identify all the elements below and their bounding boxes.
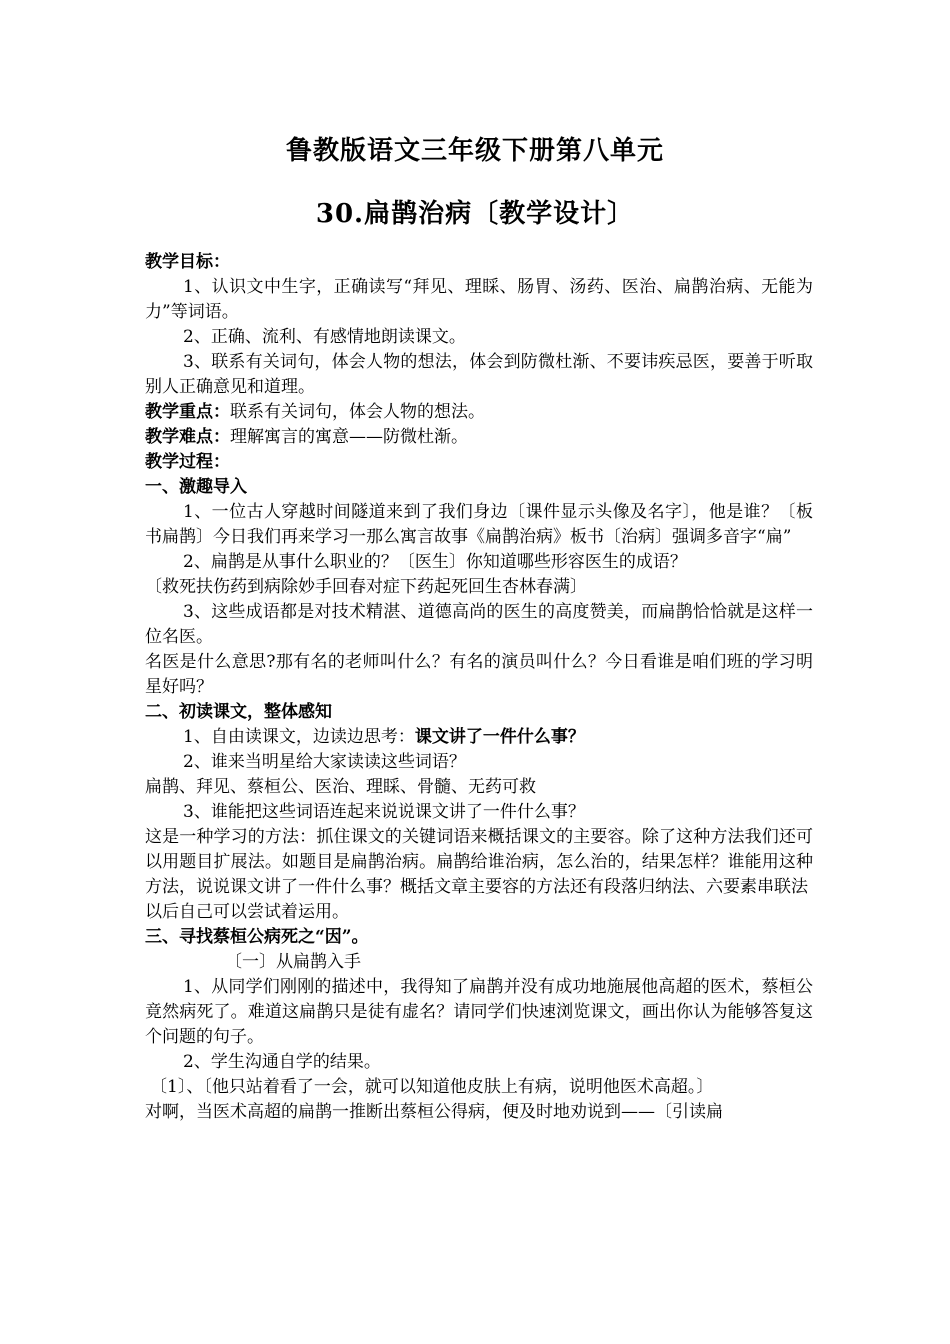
section-2-heading: 二、初读课文，整体感知 [145, 702, 332, 722]
section-3-subheading: 〔一〕从扁鹊入手 [225, 952, 361, 972]
key-point-label: 教学重点： [145, 402, 230, 422]
key-point [145, 400, 813, 425]
goal-1: 1、认识文中生字，正确读写“拜见、理睬、肠胃、汤药、医治、扁鹊治病、无能为力”等词语。 [145, 277, 813, 322]
document-body [145, 250, 813, 1125]
section-2-word-list: 扁鹊、拜见、蔡桓公、医治、理睬、骨髓、无药可救 [145, 777, 536, 797]
document-title: 鲁教版语文三年级下册第八单元 [285, 136, 664, 166]
difficulty-point [145, 425, 813, 450]
section-1-paragraph: 2、扁鹊是从事什么职业的？〔医生〕你知道哪些形容医生的成语？ [183, 552, 687, 572]
section-1-paragraph: 3、这些成语都是对技术精湛、道德高尚的医生的高度赞美，而扁鹊恰恰就是这样一位名医。 [145, 602, 813, 647]
section-2-paragraph [145, 725, 813, 750]
goal-3: 3、联系有关词句，体会人物的想法，体会到防微杜渐、不要讳疾忌医，要善于听取别人正确意见和道理。 [145, 352, 813, 397]
section-2-paragraph: 这是一种学习的方法：抓住课文的关键词语来概括课文的主要容。除了这种方法我们还可以用题目扩展法。如题目是扁鹊治病。扁鹊给谁治病，怎么治的，结果怎样？谁能用这种方法，说说课文讲了一件什么事？概括文章主要容的方法还有段落归纳法、六要素串联法 [145, 827, 813, 897]
section-3-paragraph: 〔1〕、〔他只站着看了一会，就可以知道他皮肤上有病，说明他医术高超。〕 [150, 1077, 714, 1097]
section-1-paragraph: 名医是什么意思?那有名的老师叫什么？有名的演员叫什么？今日看谁是咱们班的学习明星好吗？ [145, 652, 813, 697]
section-1-paragraph: 〔救死扶伤药到病除妙手回春对症下药起死回生杏林春满〕 [145, 577, 587, 597]
difficulty-text: 理解寓言的寓意——防微杜渐。 [230, 427, 468, 447]
section-2-question-bold: 课文讲了一件什么事？ [414, 727, 585, 747]
goal-2: 2、正确、流利、有感情地朗读课文。 [183, 327, 466, 347]
difficulty-label: 教学难点： [145, 427, 230, 447]
section-2-paragraph: 3、谁能把这些词语连起来说说课文讲了一件什么事？ [183, 802, 585, 822]
section-3-paragraph: 对啊，当医术高超的扁鹊一推断出蔡桓公得病，便及时地劝说到——〔引读扁 [145, 1102, 723, 1122]
section-2-paragraph: 2、谁来当明星给大家读读这些词语？ [183, 752, 466, 772]
section-1-paragraph: 1、一位古人穿越时间隧道来到了我们身边〔课件显示头像及名字〕，他是谁？〔板书扁鹊〕今日我们再来学习一那么寓言故事《扁鹊治病》板书〔治病〕强调多音字“扁” [145, 502, 813, 547]
process-heading: 教学过程： [145, 452, 230, 472]
goals-heading: 教学目标： [145, 252, 230, 272]
section-3-heading: 三、寻找蔡桓公病死之“因”。 [145, 927, 369, 947]
key-point-text: 联系有关词句，体会人物的想法。 [230, 402, 485, 422]
section-2-paragraph: 以后自己可以尝试着运用。 [145, 902, 349, 922]
section-3-paragraph: 2、学生沟通自学的结果。 [183, 1052, 381, 1072]
section-3-paragraph: 1、从同学们刚刚的描述中，我得知了扁鹊并没有成功地施展他高超的医术，蔡桓公竟然病死了。难道这扁鹊只是徒有虚名？请同学们快速浏览课文，画出你认为能够答复这个问题的句子。 [145, 977, 813, 1047]
section-1-heading: 一、激趣导入 [145, 477, 247, 497]
section-2-question-lead: 1、自由读课文，边读边思考： [183, 727, 415, 747]
lesson-title: 30.扁鹊治病〔教学设计〕 [315, 199, 635, 229]
